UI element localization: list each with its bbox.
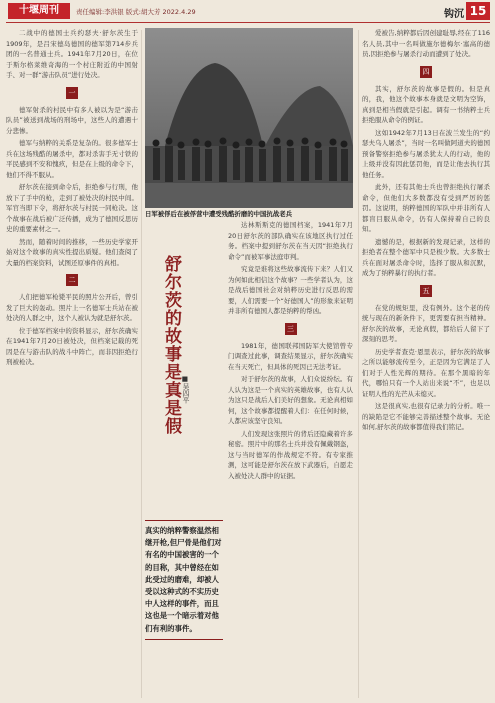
paragraph: 人们把德军枪毙平民的照片公开后，曾引发了巨大的轰动。照片上一名德军士兵站在被处决的人群之中，这个人被认为就是舒尔茨。 <box>6 293 138 322</box>
column-divider <box>141 30 142 698</box>
historical-photo <box>145 28 353 208</box>
page-number: 15 <box>466 2 490 20</box>
pull-quote <box>145 520 223 698</box>
section-separator: 五 <box>420 285 432 297</box>
paragraph: 舒尔茨在接到命令后，拒绝参与行刑，他放下了手中的枪，走到了被处决的村民中间。军官当即下令，将舒尔茨与村民一同枪决。这个故事在战后被广泛传播，成为了德国反思历史的重要素材之一。 <box>6 183 138 233</box>
paragraph: 这如1942年7月13日在波兰发生的“约瑟夫乌人屠杀”，当时一名叫做阿道夫的德国预备警察拒绝参与屠杀犹太人的行动，他的上级并没有因此惩罚他，而是让他去执行其他任务。 <box>362 128 490 179</box>
column-1 <box>6 28 138 700</box>
paragraph: 这是很真实,也很有记录力的分析。唯一的缺陷是它不能够完善描述整个故事。无论如何,舒尔茨的故事都值得我们铭记。 <box>362 402 490 431</box>
section-separator: 一 <box>66 87 78 99</box>
photo-caption: 日军被俘后在被俘营中遭受残酷折磨的中国抗战老兵 <box>145 210 292 218</box>
photo-image <box>145 28 353 208</box>
column-2 <box>228 220 353 698</box>
page-header <box>0 0 495 22</box>
paragraph: 人们发现这张照片的背后还隐藏着许多秘密。照片中的那名士兵并没有佩戴钢盔，这与当时德军的作战规定不符。有专家推测，这可能是舒尔茨在放下武器后，自愿走入被处决人群中的证据。 <box>228 429 353 480</box>
masthead: 十堰周刊 <box>8 3 70 19</box>
paragraph: 究竟是谁将这些故事流传下来？人们又为何如此相信这个故事？一些学者认为，这是战后德国社会对纳粹历史进行反思的需要，人们需要一个“好德国人”的形象来证明并非所有德国人都是纳粹的帮凶。 <box>228 265 353 315</box>
pull-quote-rule-top <box>145 520 223 521</box>
paragraph: 历史学者查克·恩里表示，舒尔茨的故事之所以能够流传至今，正是因为它满足了人们对于人性光辉的期待。在那个黑暗的年代，哪怕只有一个人站出来说“不”，也足以证明人性的光芒从未熄灭。 <box>362 347 490 398</box>
article-author: ■吴四平 <box>181 375 189 404</box>
paragraph: 1981年，德国联邦国防军大使馆曾专门调查过此事，调查结果显示，舒尔茨确实在当天死亡，但具体的死因已无法考证。 <box>228 341 353 371</box>
paragraph: 达林斯斯克的德国档案，1941年7月20日舒尔茨的部队确实在该地区执行过任务。档案中提到舒尔茨在当天因“拒绝执行命令”而被军事法庭审判。 <box>228 221 353 261</box>
paragraph: 爱被告,纳粹都后因创建耻辱,经在了116名人员,其中一名叫做施尔德梅尔·塞高的德员,因拒绝参与屠杀行动而遭到了处决。 <box>362 29 490 58</box>
paragraph: 位于德军档案中的资料显示，舒尔茨确实在1941年7月20日被处决，但档案记载的死因是在与游击队的战斗中阵亡，而非因拒绝行刑被枪决。 <box>6 326 138 366</box>
article-title: 舒尔茨的故事是真是假 <box>161 255 181 435</box>
paragraph: 德军与纳粹的关系是复杂的。很多德军士兵在这场残酷的屠杀中，都对杀害手无寸铁的平民感到不安和愧疚，但是在上级的命令下，他们不得不服从。 <box>6 139 138 179</box>
column-divider <box>358 30 359 698</box>
paragraph: 遗憾的是，根据新的发现记录，这样的拒绝者在整个德军中只是极少数。大多数士兵在面对屠杀命令时，选择了服从和沉默，成为了纳粹暴行的执行者。 <box>362 237 490 277</box>
section-separator: 二 <box>66 274 78 286</box>
pull-quote-text: 真实的纳粹警察温然相继开枪,但尸骨是他们对有名的中国被害的一个的目称，其中曾经在如此受过的磨难，却被人受以这种式的不实历史中人这样的事件，而且这也是一个暗示着对他们有利的事件。 <box>145 526 222 633</box>
section-separator: 四 <box>420 66 432 78</box>
pull-quote-rule-bottom <box>145 639 223 640</box>
column-3 <box>362 28 490 700</box>
section-name: 钩沉 <box>444 9 464 20</box>
paragraph: 然而，随着时间的推移，一些历史学家开始对这个故事的真实性提出质疑。他们查阅了大量的档案资料，试图还原事件的真相。 <box>6 237 138 267</box>
section-separator: 三 <box>285 323 297 335</box>
paragraph: 其实，舒尔茨的故事是假的。但是真的，我，他这个故事本身就是文明为空饰，真到是相当假就是引起。调有一书纳粹士兵拒绝服从命令的例证。 <box>362 84 490 124</box>
paragraph: 德军射杀的村民中有多人被以为是“游击队员”被送到战场的刑场中，这些人的遭遇十分悲惨。 <box>6 105 138 135</box>
paragraph: 此外，还有其他士兵也曾拒绝执行屠杀命令，但他们大多数都没有受到严厉的惩罚。这说明，纳粹德国的军队中并非所有人都盲目服从命令，仍有人保持着自己的良知。 <box>362 183 490 233</box>
paragraph: 对于舒尔茨的故事，人们众说纷纭。有人认为这是一个真实的英雄故事，也有人认为这只是战后人们美好的想象。无论真相如何，这个故事都提醒着人们：在任何时候，人都应该坚守良知。 <box>228 375 353 425</box>
paragraph: 在党的规矩里，没有例外。这个老的传统与现在的新条件下，更需要有担当精神。舒尔茨的故事，无论真假，都给后人留下了深刻的思考。 <box>362 303 490 343</box>
header-rule <box>6 22 490 23</box>
paragraph: 二战中的德国士兵约瑟夫·舒尔茨生于1909年，是吕宋德岛德国的德军第714步兵团的一名普通士兵。1941年7月20日，在位于斯尔格莱维奇海的一个村庄附近的中国射手、对一群“游击队员”进行处决。 <box>6 29 138 79</box>
editor-meta: 责任编辑:李洪银 版式:胡大芳 2022.4.29 <box>76 8 196 16</box>
